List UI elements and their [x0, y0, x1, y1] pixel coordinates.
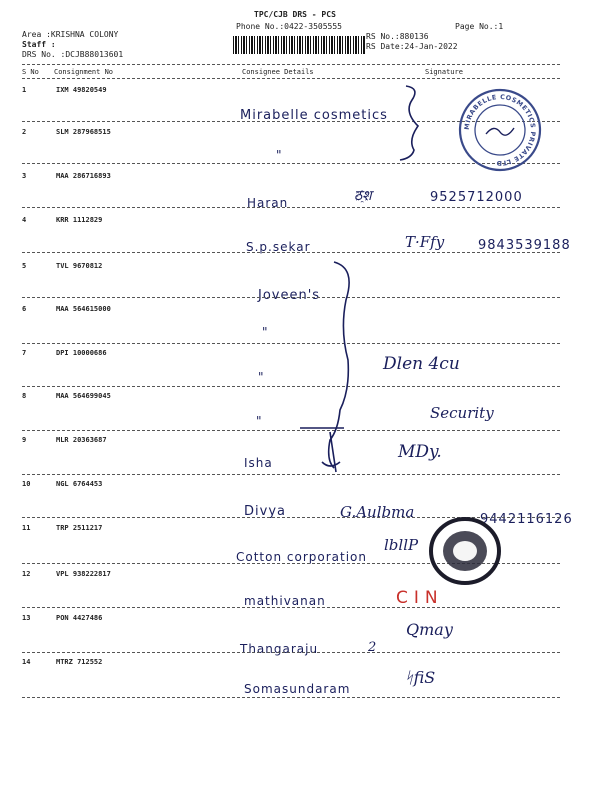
column-header-consignee: Consignee Details — [242, 68, 314, 76]
consignment-number: NGL 6764453 — [56, 480, 103, 488]
row-number: 8 — [22, 392, 27, 400]
column-header-consignment: Consignment No — [54, 68, 114, 76]
row-number: 6 — [22, 305, 27, 313]
consignee-handwriting: " — [276, 148, 283, 162]
consignment-number: PON 4427486 — [56, 614, 103, 622]
consignee-handwriting: Divya — [244, 504, 286, 519]
row-number: 5 — [22, 262, 27, 270]
phone-handwriting: 9525712000 — [430, 190, 523, 205]
row-number: 4 — [22, 216, 27, 224]
signature-handwriting: MDy. — [398, 442, 442, 462]
row-number: 13 — [22, 614, 31, 622]
consignee-handwriting: Mirabelle cosmetics — [240, 108, 388, 123]
signature-scribble: ठ҈श — [354, 188, 372, 204]
signature-stroke — [300, 428, 344, 472]
consignee-handwriting: Joveen's — [258, 288, 321, 303]
signature-scribble: lbllP — [384, 536, 419, 554]
consignment-number: MTRZ 712552 — [56, 658, 103, 666]
consignee-handwriting: " — [256, 414, 263, 428]
consignee-handwriting: Thangaraju — [240, 642, 319, 656]
consignee-handwriting: Haran — [247, 196, 289, 210]
row-number: 2 — [22, 128, 27, 136]
consignee-handwriting: " — [262, 325, 269, 339]
phone-number: Phone No.:0422-3505555 — [236, 22, 342, 31]
row-number: 14 — [22, 658, 31, 666]
consignment-number: SLM 287968515 — [56, 128, 111, 136]
consignment-number: DPI 10000686 — [56, 349, 107, 357]
bracket-stroke — [400, 86, 418, 160]
svg-text:MIRABELLE COSMETICS PRIVATE LT: MIRABELLE COSMETICS PRIVATE LTD — [462, 92, 538, 168]
consignment-number: IXM 49820549 — [56, 86, 107, 94]
consignment-number: TRP 2511217 — [56, 524, 103, 532]
rs-date: RS Date:24-Jan-2022 — [366, 42, 458, 51]
consignment-number: TVL 9670812 — [56, 262, 103, 270]
consignee-handwriting: Somasundaram — [244, 682, 351, 696]
phone-handwriting: 9843539188 — [478, 238, 571, 253]
consignee-handwriting: S.p.sekar — [246, 240, 311, 254]
consignment-number: MAA 564615000 — [56, 305, 111, 313]
consignment-number: MAA 286716893 — [56, 172, 111, 180]
phone-handwriting: 9442116126 — [480, 512, 573, 527]
row-number: 3 — [22, 172, 27, 180]
consignment-number: KRR 1112829 — [56, 216, 103, 224]
row-number: 12 — [22, 570, 31, 578]
staff-label: Staff : — [22, 40, 56, 49]
signature-handwriting: Dlen 4cu — [383, 354, 460, 374]
signature-scribble: G.Aulbma — [340, 503, 415, 521]
area-label: Area :KRISHNA COLONY — [22, 30, 119, 39]
row-number: 7 — [22, 349, 27, 357]
consignee-handwriting: Isha — [244, 456, 273, 470]
signature-scribble: 2 — [368, 640, 377, 655]
page-number: Page No.:1 — [455, 22, 504, 31]
signature-scribble: Qmay — [406, 620, 453, 639]
bracket-stroke — [329, 262, 349, 468]
document-title: TPC/CJB DRS - PCS — [254, 10, 336, 19]
signature-handwriting: CIN — [396, 588, 444, 608]
column-header-signature: Signature — [425, 68, 463, 76]
signature-handwriting: Security — [430, 404, 494, 422]
consignment-number: VPL 938222817 — [56, 570, 111, 578]
consignee-handwriting: mathivanan — [244, 594, 326, 608]
company-seal-stamp — [458, 88, 542, 172]
consignment-number: MLR 20363687 — [56, 436, 107, 444]
consignee-handwriting: " — [258, 370, 265, 384]
row-number: 9 — [22, 436, 27, 444]
consignee-handwriting: Cotton corporation — [236, 550, 367, 564]
rs-number: RS No.:880136 — [366, 32, 429, 41]
signature-scribble: ᛋfiS — [404, 668, 436, 687]
drs-number: DRS No. :DCJB88013601 — [22, 50, 124, 59]
row-number: 10 — [22, 480, 31, 488]
column-header-sno: S No — [22, 68, 39, 76]
row-number: 1 — [22, 86, 27, 94]
signature-scribble: T·Ffy — [405, 233, 445, 251]
round-seal-stamp — [428, 516, 502, 586]
consignment-number: MAA 564699045 — [56, 392, 111, 400]
row-number: 11 — [22, 524, 31, 532]
